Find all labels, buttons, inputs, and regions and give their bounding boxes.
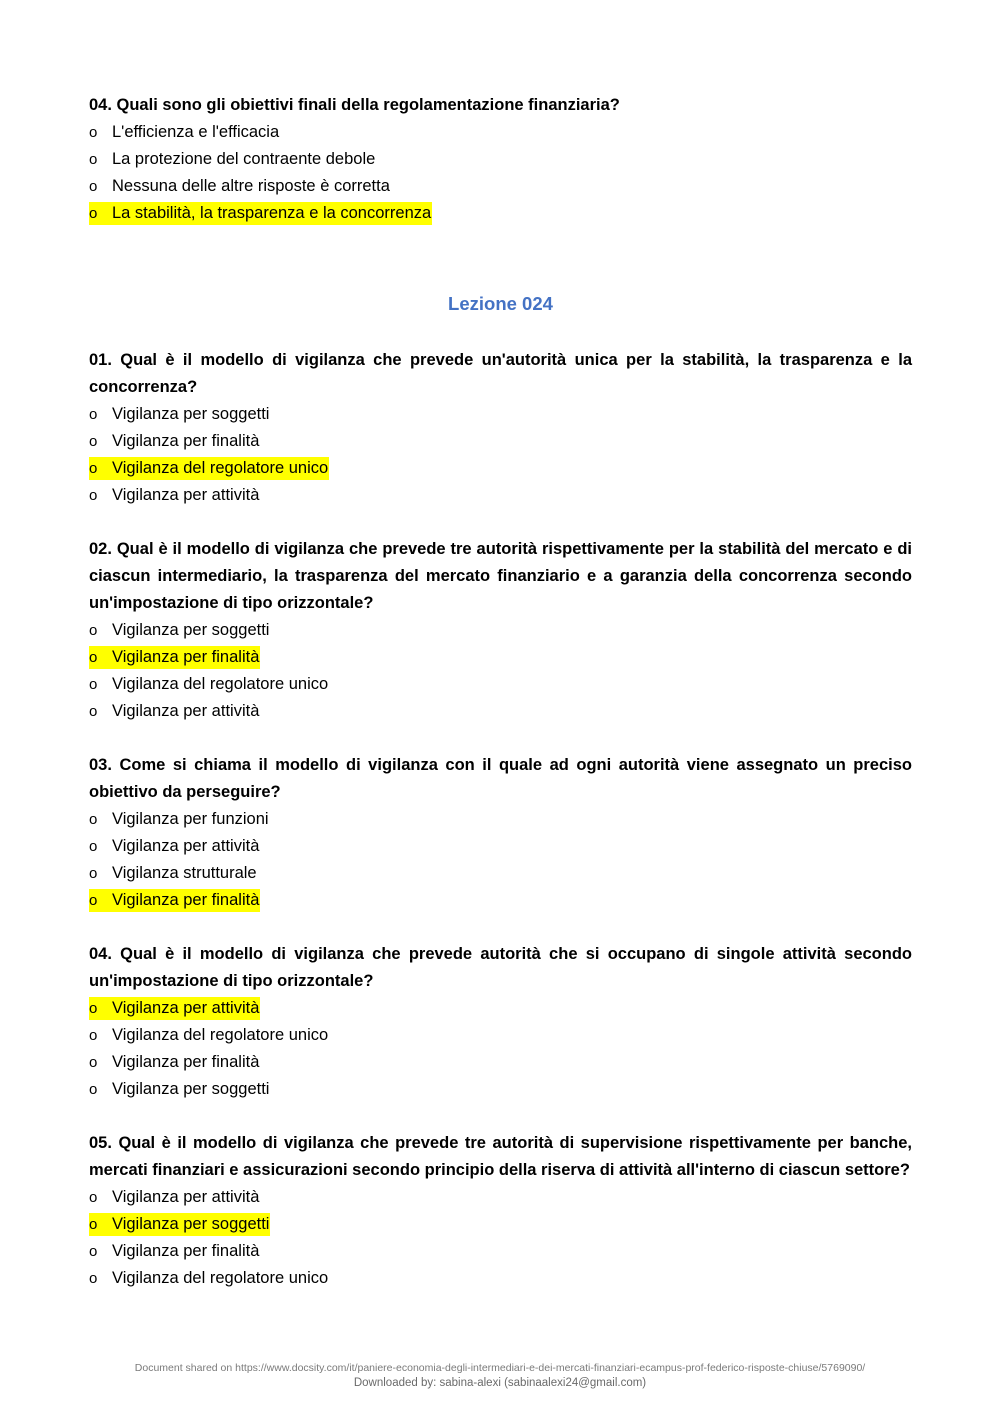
answer-option-label: La protezione del contraente debole (112, 150, 376, 168)
answer-option-label: La stabilità, la trasparenza e la concorrenza (112, 204, 432, 222)
answer-option (89, 698, 912, 725)
answer-option-body (89, 1267, 329, 1290)
answer-option (89, 617, 912, 644)
answer-option (89, 173, 912, 200)
answer-option (89, 401, 912, 428)
answer-option (89, 671, 912, 698)
answer-option (89, 995, 912, 1022)
bullet-icon: o (89, 460, 98, 477)
bullet-icon: o (89, 406, 98, 423)
answer-option-body (89, 862, 258, 885)
answer-option-label: Vigilanza per attività (112, 702, 260, 720)
bullet-icon: o (89, 487, 98, 504)
question-block (89, 347, 912, 509)
answer-option-body (89, 202, 432, 225)
answer-option (89, 146, 912, 173)
question-text: 04. Qual è il modello di vigilanza che prevede autorità che si occupano di singole attività secondo un'impostazione di tipo orizzontale? (89, 945, 912, 990)
bullet-icon: o (89, 649, 98, 666)
answer-options (89, 1184, 912, 1292)
answer-option (89, 887, 912, 914)
answer-option-label: Vigilanza per soggetti (112, 1215, 270, 1233)
answer-option-body (89, 121, 280, 144)
answer-option (89, 860, 912, 887)
answer-option-label: Vigilanza per finalità (112, 432, 260, 450)
answer-option (89, 833, 912, 860)
answer-option-body (89, 148, 376, 171)
bullet-icon: o (89, 1081, 98, 1098)
question-text: 03. Come si chiama il modello di vigilanza con il quale ad ogni autorità viene assegnato un preciso obiettivo da perseguire? (89, 756, 912, 801)
answer-option-label: Vigilanza per finalità (112, 1053, 260, 1071)
answer-option-body (89, 1240, 260, 1263)
bullet-icon: o (89, 1243, 98, 1260)
answer-option-label: Vigilanza per attività (112, 486, 260, 504)
answer-option-body (89, 646, 260, 669)
bullet-icon: o (89, 676, 98, 693)
answer-option-body (89, 1186, 260, 1209)
lesson-title: Lezione 024 (448, 293, 553, 314)
answer-options (89, 806, 912, 914)
answer-option-body (89, 1213, 270, 1236)
answer-option-body (89, 484, 260, 507)
bullet-icon: o (89, 892, 98, 909)
bullet-icon: o (89, 622, 98, 639)
bullet-icon: o (89, 433, 98, 450)
bullet-icon: o (89, 811, 98, 828)
answer-option (89, 455, 912, 482)
bullet-icon: o (89, 1216, 98, 1233)
answer-option-label: Vigilanza del regolatore unico (112, 1269, 329, 1287)
answer-option-label: Vigilanza per funzioni (112, 810, 269, 828)
footer-downloaded-by: Downloaded by: sabina-alexi (sabinaalexi24@gmail.com) (353, 1377, 647, 1389)
answer-option (89, 1211, 912, 1238)
answer-option-label: Nessuna delle altre risposte è corretta (112, 177, 390, 195)
bullet-icon: o (89, 703, 98, 720)
answer-option-label: Vigilanza per attività (112, 1188, 260, 1206)
answer-option-label: Vigilanza per soggetti (112, 405, 270, 423)
answer-option (89, 1265, 912, 1292)
question-text: 04. Quali sono gli obiettivi finali della regolamentazione finanziaria? (89, 96, 620, 114)
answer-option-body (89, 808, 270, 831)
question-block (89, 941, 912, 1103)
answer-option (89, 1238, 912, 1265)
answer-option-label: Vigilanza per attività (112, 837, 260, 855)
answer-option-body (89, 457, 329, 480)
answer-option-label: Vigilanza per attività (112, 999, 260, 1017)
answer-option-body (89, 1078, 270, 1101)
answer-option (89, 119, 912, 146)
bullet-icon: o (89, 124, 98, 141)
answer-option (89, 1022, 912, 1049)
answer-option (89, 806, 912, 833)
answer-option (89, 1184, 912, 1211)
answer-options (89, 995, 912, 1103)
question-text: 01. Qual è il modello di vigilanza che prevede un'autorità unica per la stabilità, la trasparenza e la concorrenza? (89, 351, 912, 396)
question-text: 02. Qual è il modello di vigilanza che prevede tre autorità rispettivamente per la stabilità del mercato e di ciascun intermediario, la trasparenza del mercato finanziario e a garanzia della concorrenza secondo un'impostazione di tipo orizzontale? (89, 540, 912, 612)
bullet-icon: o (89, 1270, 98, 1287)
question-block (89, 752, 912, 914)
answer-options (89, 401, 912, 509)
answer-option (89, 482, 912, 509)
answer-option (89, 200, 912, 227)
answer-option-body (89, 700, 260, 723)
answer-option-body (89, 673, 329, 696)
bullet-icon: o (89, 865, 98, 882)
answer-option-label: Vigilanza per finalità (112, 648, 260, 666)
bullet-icon: o (89, 838, 98, 855)
answer-options (89, 119, 912, 227)
answer-option-label: Vigilanza strutturale (112, 864, 257, 882)
answer-option-label: Vigilanza per finalità (112, 891, 260, 909)
answer-option-body (89, 175, 391, 198)
answer-option-label: Vigilanza per soggetti (112, 1080, 270, 1098)
answer-option (89, 1076, 912, 1103)
answer-option-label: Vigilanza del regolatore unico (112, 675, 329, 693)
answer-option-label: Vigilanza del regolatore unico (112, 459, 329, 477)
question-block (89, 1130, 912, 1292)
answer-option-body (89, 430, 260, 453)
answer-option-label: Vigilanza per soggetti (112, 621, 270, 639)
answer-option-body (89, 889, 260, 912)
page-footer (0, 1361, 1000, 1391)
document-page (89, 92, 912, 1292)
answer-option (89, 644, 912, 671)
answer-option-body (89, 1024, 329, 1047)
answer-options (89, 617, 912, 725)
answer-option-label: L'efficienza e l'efficacia (112, 123, 280, 141)
bullet-icon: o (89, 1000, 98, 1017)
bullet-icon: o (89, 1189, 98, 1206)
bullet-icon: o (89, 178, 98, 195)
bullet-icon: o (89, 1027, 98, 1044)
answer-option-body (89, 997, 260, 1020)
question-block (89, 536, 912, 725)
answer-option-body (89, 619, 270, 642)
answer-option-label: Vigilanza del regolatore unico (112, 1026, 329, 1044)
footer-shared-link[interactable]: Document shared on https://www.docsity.com/it/paniere-economia-degli-intermediari-e-dei-mercati-finanziari-ecampus-prof-federico-risposte-chiuse/5769090/ (134, 1362, 866, 1374)
question-block (89, 92, 912, 227)
bullet-icon: o (89, 205, 98, 222)
answer-option-body (89, 1051, 260, 1074)
bullet-icon: o (89, 1054, 98, 1071)
answer-option (89, 428, 912, 455)
bullet-icon: o (89, 151, 98, 168)
question-text: 05. Qual è il modello di vigilanza che prevede tre autorità di supervisione rispettivamente per banche, mercati finanziari e assicurazioni secondo principio della riserva di attività all'interno di ciascun settore? (89, 1134, 912, 1179)
answer-option-label: Vigilanza per finalità (112, 1242, 260, 1260)
answer-option-body (89, 835, 260, 858)
answer-option-body (89, 403, 270, 426)
answer-option (89, 1049, 912, 1076)
